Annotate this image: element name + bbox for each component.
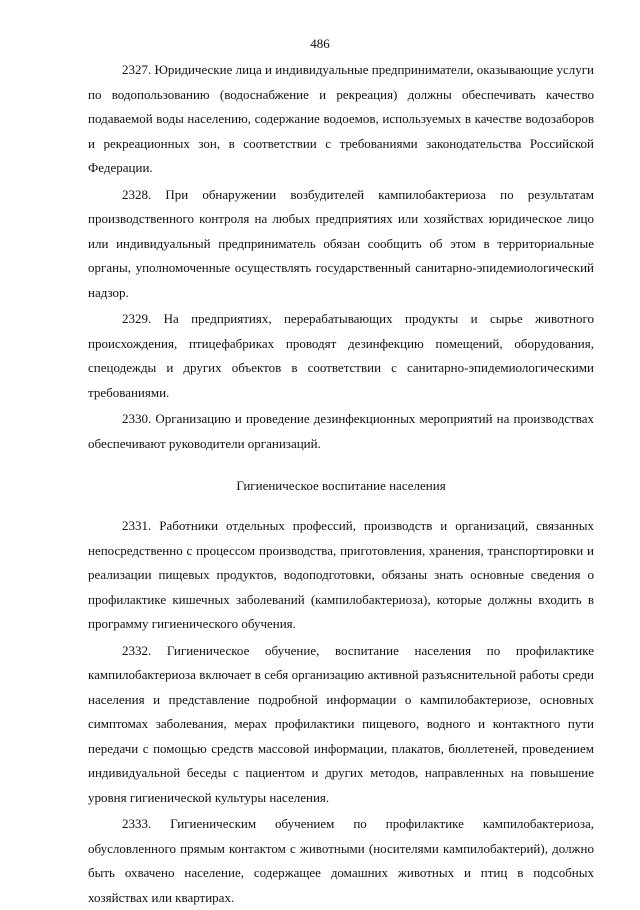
paragraph-2331: [88, 514, 594, 637]
paragraph-text: Гигиеническим обучением по профилактике кампилобактериоза, обусловленного прямым контактом с животными (носителями кампилобактерий), должно быть охвачено население, содержащее домашних животных и птиц в подсобных хозяйствах или квартирах.: [88, 816, 594, 905]
paragraph-2330: [88, 407, 594, 456]
paragraph-2333: [88, 812, 594, 910]
paragraph-number: 2333.: [122, 816, 152, 831]
paragraph-number: 2330.: [122, 411, 152, 426]
paragraph-text: На предприятиях, перерабатывающих продукты и сырье животного происхождения, птицефабриках проводят дезинфекцию помещений, оборудования, спецодежды и других объектов в соответствии с санитарно-эпидемиологическими требованиями.: [88, 311, 594, 400]
paragraph-number: 2327.: [122, 62, 152, 77]
paragraph-2332: [88, 639, 594, 811]
paragraph-text: Работники отдельных профессий, производств и организаций, связанных непосредственно с процессом производства, приготовления, хранения, транспортировки и реализации пищевых продуктов, водоподготовки, обязаны знать основные сведения о профилактике кишечных заболеваний (кампилобактериоза), которые должны входить в программу гигиенического обучения.: [88, 518, 594, 631]
paragraph-number: 2332.: [122, 642, 152, 658]
paragraph-text: Юридические лица и индивидуальные предприниматели, оказывающие услуги по водопользованию (водоснабжение и рекреация) должны обеспечивать качество подаваемой воды населению, содержание водоемов, используемых в качестве водозаборов и рекреационных зон, в соответствии с требованиями законодательства Российской Федерации.: [88, 62, 594, 175]
paragraph-text: При обнаружении возбудителей кампилобактериоза по результатам производственного контроля на любых предприятиях или хозяйствах юридическое лицо или индивидуальный предприниматель обязан сообщить об этом в территориальные органы, уполномоченные осуществлять государственный санитарно-эпидемиологический надзор.: [88, 186, 594, 300]
paragraph-number: 2328.: [122, 186, 152, 202]
paragraph-2327: [88, 58, 594, 181]
paragraph-number: 2331.: [122, 518, 152, 533]
document-body: [88, 58, 594, 910]
paragraph-number: 2329.: [122, 311, 152, 326]
paragraph-2329: [88, 307, 594, 405]
section-heading: Гигиеническое воспитание населения: [236, 478, 446, 493]
paragraph-2328: [88, 183, 594, 306]
paragraph-text: Гигиеническое обучение, воспитание населения по профилактике кампилобактериоза включает в себя организацию активной разъяснительной работы среди населения и представление подробной информации о кампилобактериозе, основных симптомах заболевания, мерах профилактики пищевого, водного и контактного пути передачи с помощью средств массовой информации, плакатов, бюллетеней, проведением индивидуальной беседы с пациентом и других методов, направленных на повышение уровня гигиенической культуры населения.: [88, 642, 594, 805]
paragraph-text: Организацию и проведение дезинфекционных мероприятий на производствах обеспечивают руководители организаций.: [88, 411, 594, 451]
page-number: 486: [310, 36, 330, 51]
